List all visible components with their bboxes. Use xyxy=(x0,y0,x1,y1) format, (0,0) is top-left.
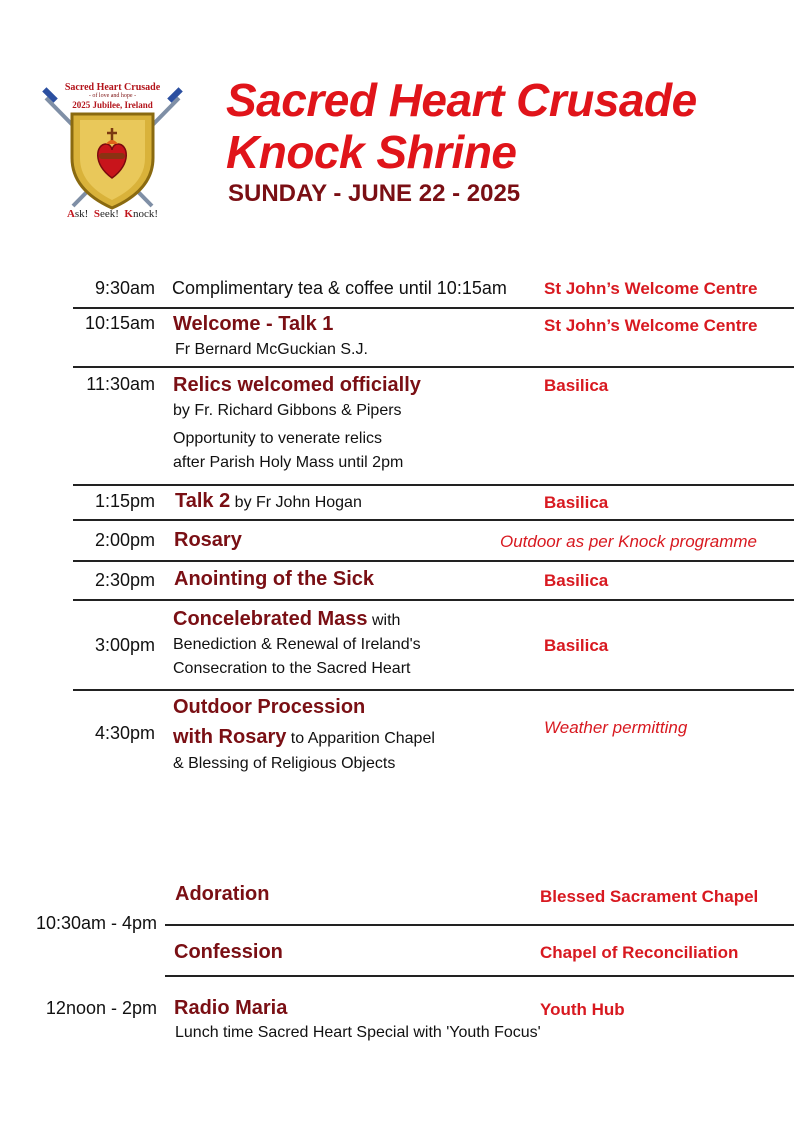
divider xyxy=(165,924,794,926)
time-1030-1600: 10:30am - 4pm xyxy=(35,913,157,933)
tagline-cap-a: A xyxy=(66,208,75,220)
event-radio-maria: Radio Maria xyxy=(174,997,288,1019)
mass-detail-1: Benediction & Renewal of Ireland's xyxy=(173,636,421,653)
page-title-line-1: Sacred Heart Crusade xyxy=(226,74,697,126)
mass-title: Concelebrated Mass xyxy=(173,608,368,630)
location-reconciliation: Chapel of Reconciliation xyxy=(540,943,739,962)
relics-detail-3: after Parish Holy Mass until 2pm xyxy=(173,454,404,471)
event-date: SUNDAY - JUNE 22 - 2025 xyxy=(228,180,521,207)
location-welcome-centre-1: St John’s Welcome Centre xyxy=(544,279,758,298)
talk2-title: Talk 2 xyxy=(175,490,231,512)
procession-rosary: with Rosary xyxy=(173,726,287,748)
procession-detail: & Blessing of Religious Objects xyxy=(173,755,396,772)
time-1430: 2:30pm xyxy=(94,570,155,590)
location-basilica-3: Basilica xyxy=(544,571,609,590)
logo-line-3: 2025 Jubilee, Ireland xyxy=(72,100,153,110)
divider xyxy=(73,307,794,309)
relics-detail-1: by Fr. Richard Gibbons & Pipers xyxy=(173,402,402,419)
time-noon-1400: 12noon - 2pm xyxy=(45,998,157,1018)
time-1400: 2:00pm xyxy=(94,530,155,550)
tagline-ask: sk! xyxy=(74,208,89,220)
time-1630: 4:30pm xyxy=(94,723,155,743)
event-confession: Confession xyxy=(174,941,283,963)
location-basilica-1: Basilica xyxy=(544,376,609,395)
time-1015: 10:15am xyxy=(84,313,155,333)
time-1315: 1:15pm xyxy=(94,491,155,511)
divider xyxy=(73,519,794,521)
procession-destination: to Apparition Chapel xyxy=(286,730,435,747)
divider xyxy=(73,689,794,691)
location-outdoor: Outdoor as per Knock programme xyxy=(500,532,758,551)
location-weather: Weather permitting xyxy=(544,718,688,737)
speaker-mcguckian: Fr Bernard McGuckian S.J. xyxy=(175,341,368,358)
talk2-speaker: by Fr John Hogan xyxy=(230,494,362,511)
location-youth-hub: Youth Hub xyxy=(540,1000,625,1019)
mass-detail-2: Consecration to the Sacred Heart xyxy=(173,660,411,677)
event-talk2 xyxy=(175,490,362,513)
event-relics-welcomed: Relics welcomed officially xyxy=(173,374,421,396)
divider xyxy=(73,560,794,562)
location-basilica-2: Basilica xyxy=(544,493,609,512)
relics-detail-2: Opportunity to venerate relics xyxy=(173,430,382,447)
divider xyxy=(73,484,794,486)
event-with-rosary xyxy=(173,726,435,749)
event-tea-coffee: Complimentary tea & coffee until 10:15am xyxy=(172,278,507,298)
radio-detail: Lunch time Sacred Heart Special with 'Youth Focus' xyxy=(175,1024,541,1041)
location-blessed-sacrament: Blessed Sacrament Chapel xyxy=(540,887,759,906)
logo-tagline xyxy=(40,208,185,220)
tagline-cap-k: K xyxy=(124,208,133,220)
location-welcome-centre-2: St John’s Welcome Centre xyxy=(544,316,758,335)
logo-line-1: Sacred Heart Crusade xyxy=(64,82,161,93)
event-adoration: Adoration xyxy=(175,883,270,905)
divider xyxy=(73,599,794,601)
logo-line-2: - of love and hope - xyxy=(88,93,137,99)
time-0930: 9:30am xyxy=(94,278,155,298)
tagline-cap-s: S xyxy=(93,208,100,220)
mass-with: with xyxy=(367,612,401,629)
divider xyxy=(73,366,794,368)
event-anointing: Anointing of the Sick xyxy=(174,568,374,590)
time-1130: 11:30am xyxy=(86,374,155,394)
event-concelebrated-mass xyxy=(173,608,400,631)
event-outdoor-procession: Outdoor Procession xyxy=(173,696,366,718)
event-welcome-talk1: Welcome - Talk 1 xyxy=(173,313,334,335)
tagline-knock: nock! xyxy=(132,208,159,220)
page-title-line-2: Knock Shrine xyxy=(226,126,517,178)
time-1500: 3:00pm xyxy=(94,635,155,655)
divider xyxy=(165,975,794,977)
event-rosary: Rosary xyxy=(174,529,242,551)
tagline-seek: eek! xyxy=(99,208,119,220)
location-basilica-4: Basilica xyxy=(544,636,609,655)
